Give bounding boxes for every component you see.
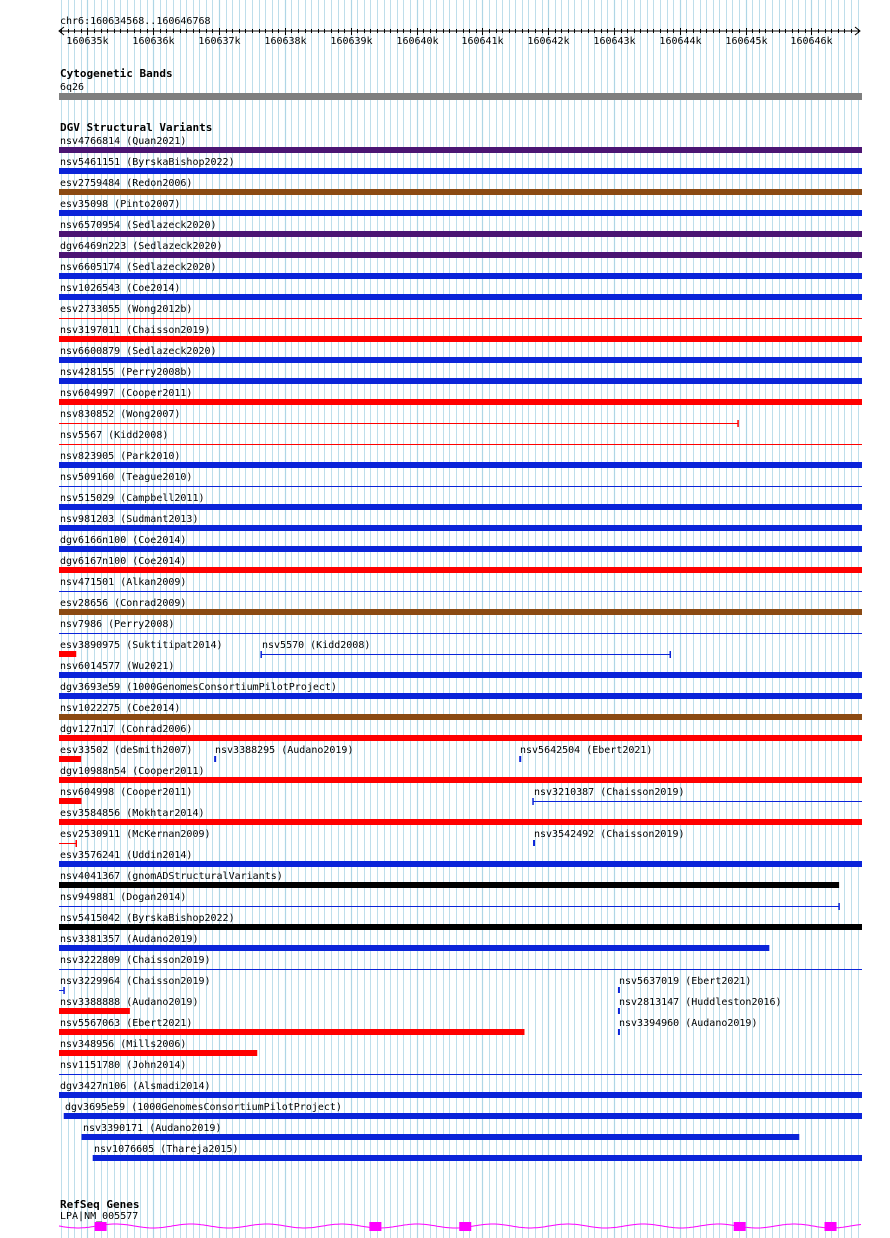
cytoband-name: 6q26	[60, 82, 85, 93]
dgv-feature[interactable]	[59, 304, 862, 319]
dgv-feature[interactable]	[59, 787, 192, 804]
feature-bar[interactable]	[59, 378, 862, 384]
feature-bar[interactable]	[59, 882, 839, 888]
feature-bar[interactable]	[59, 210, 862, 216]
feature-bar[interactable]	[618, 1008, 620, 1014]
feature-bar[interactable]	[59, 714, 862, 720]
dgv-feature[interactable]	[59, 682, 862, 699]
dgv-feature[interactable]	[59, 136, 862, 153]
gene-exon[interactable]	[95, 1222, 107, 1231]
feature-bar[interactable]	[59, 546, 862, 552]
dgv-feature[interactable]	[59, 892, 839, 910]
dgv-feature[interactable]	[59, 472, 862, 487]
dgv-feature[interactable]	[59, 850, 862, 867]
feature-label: nsv5570 (Kidd2008)	[262, 640, 371, 651]
feature-bar[interactable]	[59, 147, 862, 153]
feature-bar[interactable]	[59, 231, 862, 237]
dgv-feature[interactable]	[618, 976, 752, 993]
dgv-feature[interactable]	[533, 787, 862, 805]
gene-label[interactable]: LPA|NM_005577	[60, 1211, 139, 1222]
feature-bar[interactable]	[533, 840, 535, 846]
dgv-feature[interactable]	[59, 262, 862, 279]
feature-bar[interactable]	[59, 924, 862, 930]
dgv-feature-list	[59, 136, 862, 1161]
feature-label: dgv10988n54 (Cooper2011)	[60, 766, 205, 777]
feature-label: nsv823905 (Park2010)	[60, 451, 181, 462]
feature-label: nsv3222809 (Chaisson2019)	[60, 955, 211, 966]
feature-label: nsv1026543 (Coe2014)	[60, 283, 181, 294]
dgv-feature[interactable]	[59, 430, 862, 445]
ruler-tick-label: 160644k	[659, 36, 702, 47]
feature-bar[interactable]	[59, 609, 862, 615]
gene-exon[interactable]	[369, 1222, 381, 1231]
feature-label: nsv471501 (Alkan2009)	[60, 577, 187, 588]
feature-bar[interactable]	[59, 294, 862, 300]
gene-model-lpa[interactable]	[59, 1222, 861, 1231]
feature-label: nsv5461151 (ByrskaBishop2022)	[60, 157, 235, 168]
dgv-feature[interactable]	[59, 745, 192, 762]
feature-bar[interactable]	[59, 798, 82, 804]
dgv-feature[interactable]	[59, 535, 862, 552]
feature-label: nsv3210387 (Chaisson2019)	[534, 787, 685, 798]
dgv-feature[interactable]	[261, 640, 670, 658]
feature-bar[interactable]	[59, 1008, 130, 1014]
feature-label: nsv1022275 (Coe2014)	[60, 703, 181, 714]
feature-bar[interactable]	[59, 525, 862, 531]
gene-exon[interactable]	[459, 1222, 471, 1231]
feature-label: dgv127n17 (Conrad2006)	[60, 724, 193, 735]
dgv-feature[interactable]	[59, 220, 862, 237]
cytoband-6q26[interactable]	[59, 93, 862, 100]
feature-label: dgv6469n223 (Sedlazeck2020)	[60, 241, 223, 252]
feature-bar[interactable]	[214, 756, 216, 762]
ruler-tick-label: 160645k	[725, 36, 768, 47]
feature-bar[interactable]	[59, 567, 862, 573]
dgv-feature[interactable]	[59, 178, 862, 195]
dgv-structural-variants-track	[59, 121, 862, 1161]
feature-bar[interactable]	[59, 273, 862, 279]
feature-label: nsv7986 (Perry2008)	[60, 619, 175, 630]
dgv-feature[interactable]	[82, 1123, 800, 1140]
feature-label: nsv6014577 (Wu2021)	[60, 661, 175, 672]
dgv-feature[interactable]	[59, 325, 862, 342]
feature-label: nsv348956 (Mills2006)	[60, 1039, 187, 1050]
feature-bar[interactable]	[59, 504, 862, 510]
cytoband-track-title: Cytogenetic Bands	[60, 67, 173, 80]
feature-label: nsv6600879 (Sedlazeck2020)	[60, 346, 217, 357]
feature-bar[interactable]	[59, 777, 862, 783]
dgv-feature[interactable]	[59, 934, 769, 951]
dgv-feature[interactable]	[59, 388, 862, 405]
dgv-feature[interactable]	[64, 1102, 862, 1119]
dgv-feature[interactable]	[59, 241, 862, 258]
feature-label: nsv5637019 (Ebert2021)	[619, 976, 752, 987]
dgv-feature[interactable]	[59, 913, 862, 930]
region-label: chr6:160634568..160646768	[60, 16, 211, 27]
feature-label: esv3890975 (Suktitipat2014)	[60, 640, 223, 651]
cytogenetic-bands-track	[59, 67, 862, 100]
feature-bar[interactable]	[59, 189, 862, 195]
dgv-feature[interactable]	[59, 367, 862, 384]
dgv-feature[interactable]	[59, 619, 862, 634]
dgv-feature[interactable]	[59, 157, 862, 174]
feature-label: dgv3693e59 (1000GenomesConsortiumPilotProject)	[60, 682, 337, 693]
feature-bar[interactable]	[59, 756, 81, 762]
dgv-feature[interactable]	[59, 997, 198, 1014]
ruler-tick-label: 160637k	[198, 36, 241, 47]
feature-bar[interactable]	[59, 252, 862, 258]
feature-bar[interactable]	[618, 1029, 620, 1035]
feature-bar[interactable]	[59, 693, 862, 699]
feature-label: nsv830852 (Wong2007)	[60, 409, 181, 420]
feature-label: nsv3229964 (Chaisson2019)	[60, 976, 211, 987]
ruler-tick-label: 160642k	[527, 36, 570, 47]
feature-label: nsv4041367 (gnomADStructuralVariants)	[60, 871, 283, 882]
feature-bar[interactable]	[59, 1050, 257, 1056]
feature-label: nsv3394960 (Audano2019)	[619, 1018, 758, 1029]
feature-label: esv2530911 (McKernan2009)	[60, 829, 211, 840]
dgv-feature[interactable]	[59, 1039, 257, 1056]
feature-bar[interactable]	[59, 861, 862, 867]
feature-label: nsv6605174 (Sedlazeck2020)	[60, 262, 217, 273]
dgv-feature[interactable]	[618, 997, 782, 1014]
dgv-feature[interactable]	[59, 661, 862, 678]
feature-label: dgv3695e59 (1000GenomesConsortiumPilotProject)	[65, 1102, 342, 1113]
feature-bar[interactable]	[59, 336, 862, 342]
dgv-feature[interactable]	[618, 1018, 758, 1035]
feature-label: nsv3388888 (Audano2019)	[60, 997, 199, 1008]
gene-exon[interactable]	[825, 1222, 837, 1231]
feature-label: nsv2813147 (Huddleston2016)	[619, 997, 782, 1008]
feature-label: nsv949881 (Dogan2014)	[60, 892, 187, 903]
feature-label: nsv3388295 (Audano2019)	[215, 745, 354, 756]
feature-label: esv2733055 (Wong2012b)	[60, 304, 193, 315]
gene-exon[interactable]	[734, 1222, 746, 1231]
dgv-feature[interactable]	[59, 766, 862, 783]
dgv-track-title: DGV Structural Variants	[60, 121, 213, 134]
dgv-feature[interactable]	[59, 808, 862, 825]
feature-bar[interactable]	[59, 462, 862, 468]
dgv-feature[interactable]	[59, 556, 862, 573]
ruler-tick-label: 160641k	[461, 36, 504, 47]
feature-label: esv3576241 (Uddin2014)	[60, 850, 193, 861]
feature-bar[interactable]	[59, 945, 769, 951]
dgv-feature[interactable]	[59, 724, 862, 741]
dgv-feature[interactable]	[59, 493, 862, 510]
dgv-feature[interactable]	[59, 598, 862, 615]
ruler-tick-label: 160639k	[330, 36, 373, 47]
dgv-feature[interactable]	[59, 1081, 862, 1098]
feature-bar[interactable]	[59, 735, 862, 741]
feature-bar[interactable]	[59, 651, 76, 657]
feature-label: dgv6166n100 (Coe2014)	[60, 535, 187, 546]
dgv-feature[interactable]	[519, 745, 652, 762]
feature-label: nsv5415042 (ByrskaBishop2022)	[60, 913, 235, 924]
feature-label: nsv981203 (Sudmant2013)	[60, 514, 199, 525]
dgv-feature[interactable]	[59, 1060, 862, 1075]
ruler-tick-label: 160636k	[132, 36, 175, 47]
dgv-feature[interactable]	[59, 514, 862, 531]
feature-label: dgv6167n100 (Coe2014)	[60, 556, 187, 567]
feature-label: esv35098 (Pinto2007)	[60, 199, 181, 210]
dgv-feature[interactable]	[59, 871, 839, 888]
feature-bar[interactable]	[59, 399, 862, 405]
feature-label: nsv5567 (Kidd2008)	[60, 430, 169, 441]
feature-label: nsv604997 (Cooper2011)	[60, 388, 193, 399]
feature-bar[interactable]	[59, 357, 862, 363]
feature-bar[interactable]	[59, 672, 862, 678]
ruler-tick-label: 160640k	[396, 36, 439, 47]
ruler-tick-label: 160638k	[264, 36, 307, 47]
feature-label: dgv3427n106 (Alsmadi2014)	[60, 1081, 211, 1092]
feature-bar[interactable]	[519, 756, 521, 762]
feature-bar[interactable]	[93, 1155, 862, 1161]
dgv-feature[interactable]	[59, 703, 862, 720]
ruler-tick-label: 160646k	[790, 36, 833, 47]
feature-label: nsv509160 (Teague2010)	[60, 472, 193, 483]
feature-bar[interactable]	[59, 1092, 862, 1098]
feature-label: nsv3542492 (Chaisson2019)	[534, 829, 685, 840]
feature-bar[interactable]	[618, 987, 620, 993]
feature-bar[interactable]	[59, 819, 862, 825]
feature-label: nsv515029 (Campbell2011)	[60, 493, 205, 504]
feature-bar[interactable]	[59, 1029, 524, 1035]
feature-label: nsv5642504 (Ebert2021)	[520, 745, 653, 756]
dgv-feature[interactable]	[59, 955, 862, 970]
dgv-feature[interactable]	[214, 745, 353, 762]
feature-label: nsv6570954 (Sedlazeck2020)	[60, 220, 217, 231]
ruler-tick-label: 160635k	[66, 36, 109, 47]
feature-label: nsv1076605 (Thareja2015)	[94, 1144, 239, 1155]
feature-label: nsv1151780 (John2014)	[60, 1060, 187, 1071]
feature-label: esv28656 (Conrad2009)	[60, 598, 187, 609]
ruler-tick-label: 160643k	[593, 36, 636, 47]
feature-label: nsv3390171 (Audano2019)	[83, 1123, 222, 1134]
feature-label: nsv5567063 (Ebert2021)	[60, 1018, 193, 1029]
feature-label: esv33502 (deSmith2007)	[60, 745, 193, 756]
feature-label: esv2759484 (Redon2006)	[60, 178, 193, 189]
refseq-track-title: RefSeq Genes	[60, 1198, 140, 1211]
feature-bar[interactable]	[64, 1113, 862, 1119]
dgv-feature[interactable]	[59, 199, 862, 216]
feature-label: nsv604998 (Cooper2011)	[60, 787, 193, 798]
feature-label: nsv3197011 (Chaisson2019)	[60, 325, 211, 336]
feature-label: esv3584856 (Mokhtar2014)	[60, 808, 205, 819]
dgv-feature[interactable]	[59, 451, 862, 468]
feature-label: nsv4766814 (Quan2021)	[60, 136, 187, 147]
feature-bar[interactable]	[59, 168, 862, 174]
dgv-feature[interactable]	[59, 283, 862, 300]
feature-label: nsv428155 (Perry2008b)	[60, 367, 193, 378]
dgv-feature[interactable]	[59, 346, 862, 363]
feature-label: nsv3381357 (Audano2019)	[60, 934, 199, 945]
dgv-feature[interactable]	[59, 577, 862, 592]
refseq-genes-track	[59, 1198, 861, 1231]
feature-bar[interactable]	[82, 1134, 800, 1140]
